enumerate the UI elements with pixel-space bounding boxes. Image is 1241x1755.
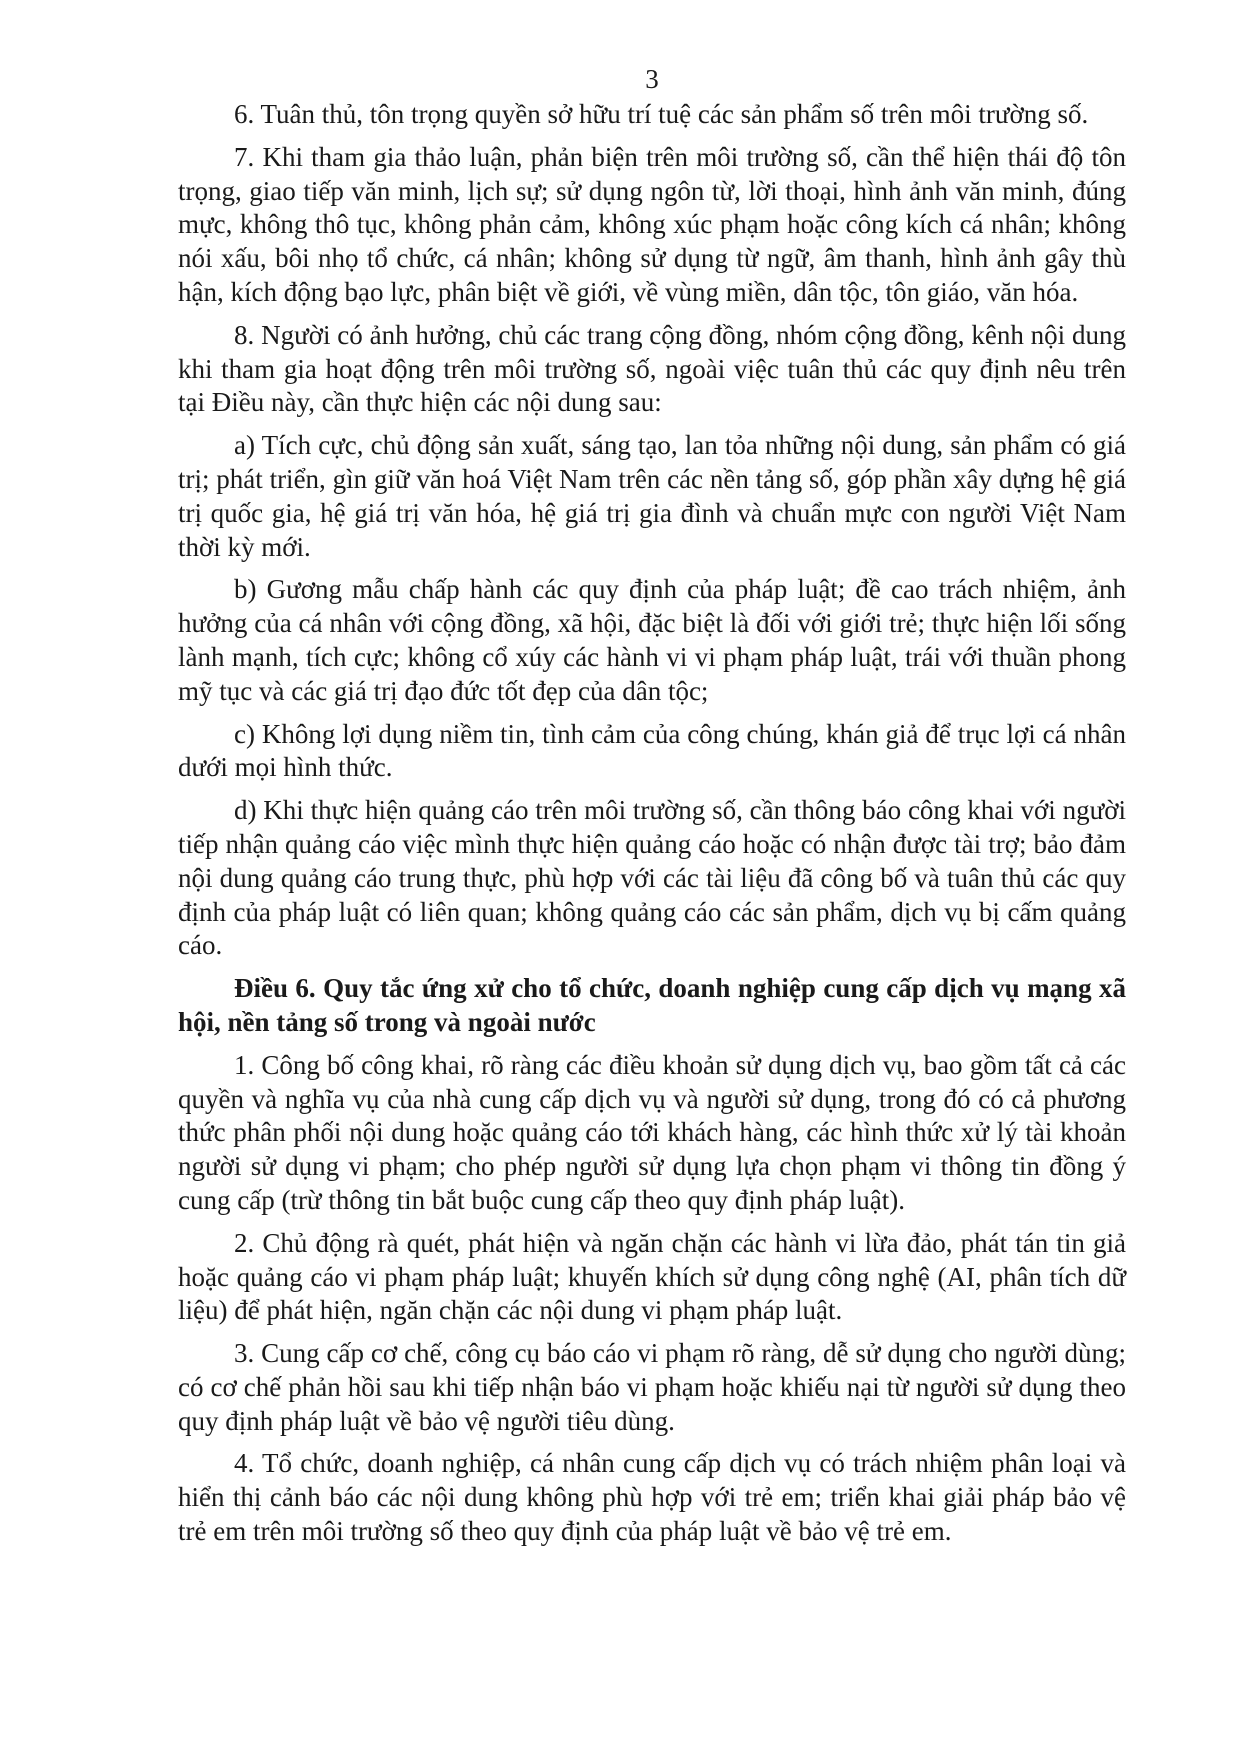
document-page (178, 62, 1126, 1558)
paragraph-item-8: 8. Người có ảnh hưởng, chủ các trang cộng đồng, nhóm cộng đồng, kênh nội dung khi tham gia hoạt động trên môi trường số, ngoài việc tuân thủ các quy định nêu trên tại Điều này, cần thực hiện các nội dung sau: (178, 319, 1126, 418)
article-6-heading: Điều 6. Quy tắc ứng xử cho tổ chức, doanh nghiệp cung cấp dịch vụ mạng xã hội, nền tảng số trong và ngoài nước (178, 973, 1126, 1037)
article-6-clause-1: 1. Công bố công khai, rõ ràng các điều khoản sử dụng dịch vụ, bao gồm tất cả các quyền và nghĩa vụ của nhà cung cấp dịch vụ và người sử dụng, trong đó có cả phương thức phân phối nội dung hoặc quảng cáo tới khách hàng, các hình thức xử lý tài khoản người sử dụng vi phạm; cho phép người sử dụng lựa chọn phạm vi thông tin đồng ý cung cấp (trừ thông tin bắt buộc cung cấp theo quy định pháp luật). (178, 1049, 1126, 1215)
paragraph-item-8c: c) Không lợi dụng niềm tin, tình cảm của công chúng, khán giả để trục lợi cá nhân dưới mọi hình thức. (178, 718, 1126, 783)
paragraph-item-6: 6. Tuân thủ, tôn trọng quyền sở hữu trí tuệ các sản phẩm số trên môi trường số. (234, 99, 1089, 129)
article-6-clause-3: 3. Cung cấp cơ chế, công cụ báo cáo vi phạm rõ ràng, dễ sử dụng cho người dùng; có cơ chế phản hồi sau khi tiếp nhận báo vi phạm hoặc khiếu nại từ người sử dụng theo quy định pháp luật về bảo vệ người tiêu dùng. (178, 1338, 1126, 1436)
paragraph-item-7: 7. Khi tham gia thảo luận, phản biện trên môi trường số, cần thể hiện thái độ tôn trọng, giao tiếp văn minh, lịch sự; sử dụng ngôn từ, lời thoại, hình ảnh văn minh, đúng mực, không thô tục, không phản cảm, không xúc phạm hoặc công kích cá nhân; không nói xấu, bôi nhọ tổ chức, cá nhân; không sử dụng từ ngữ, âm thanh, hình ảnh gây thù hận, kích động bạo lực, phân biệt về giới, về vùng miền, dân tộc, tôn giáo, văn hóa. (178, 141, 1126, 307)
paragraph-item-8d: d) Khi thực hiện quảng cáo trên môi trường số, cần thông báo công khai với người tiếp nhận quảng cáo việc mình thực hiện quảng cáo hoặc có nhận được tài trợ; bảo đảm nội dung quảng cáo trung thực, phù hợp với các tài liệu đã công bố và tuân thủ các quy định của pháp luật có liên quan; không quảng cáo các sản phẩm, dịch vụ bị cấm quảng cáo. (178, 795, 1126, 961)
paragraph-item-8b: b) Gương mẫu chấp hành các quy định của pháp luật; đề cao trách nhiệm, ảnh hưởng của cá nhân với cộng đồng, xã hội, đặc biệt là đối với giới trẻ; thực hiện lối sống lành mạnh, tích cực; không cổ xúy các hành vi vi phạm pháp luật, trái với thuần phong mỹ tục và các giá trị đạo đức tốt đẹp của dân tộc; (178, 574, 1126, 706)
article-6-clause-2: 2. Chủ động rà quét, phát hiện và ngăn chặn các hành vi lừa đảo, phát tán tin giả hoặc quảng cáo vi phạm pháp luật; khuyến khích sử dụng công nghệ (AI, phân tích dữ liệu) để phát hiện, ngăn chặn các nội dung vi phạm pháp luật. (178, 1227, 1126, 1326)
page-number: 3 (645, 64, 659, 94)
article-6-clause-4: 4. Tổ chức, doanh nghiệp, cá nhân cung cấp dịch vụ có trách nhiệm phân loại và hiển thị cảnh báo các nội dung không phù hợp với trẻ em; triển khai giải pháp bảo vệ trẻ em trên môi trường số theo quy định của pháp luật về bảo vệ trẻ em. (178, 1448, 1126, 1547)
paragraph-item-8a: a) Tích cực, chủ động sản xuất, sáng tạo, lan tỏa những nội dung, sản phẩm có giá trị; phát triển, gìn giữ văn hoá Việt Nam trên các nền tảng số, góp phần xây dựng hệ giá trị quốc gia, hệ giá trị văn hóa, hệ giá trị gia đình và chuẩn mực con người Việt Nam thời kỳ mới. (178, 430, 1126, 562)
